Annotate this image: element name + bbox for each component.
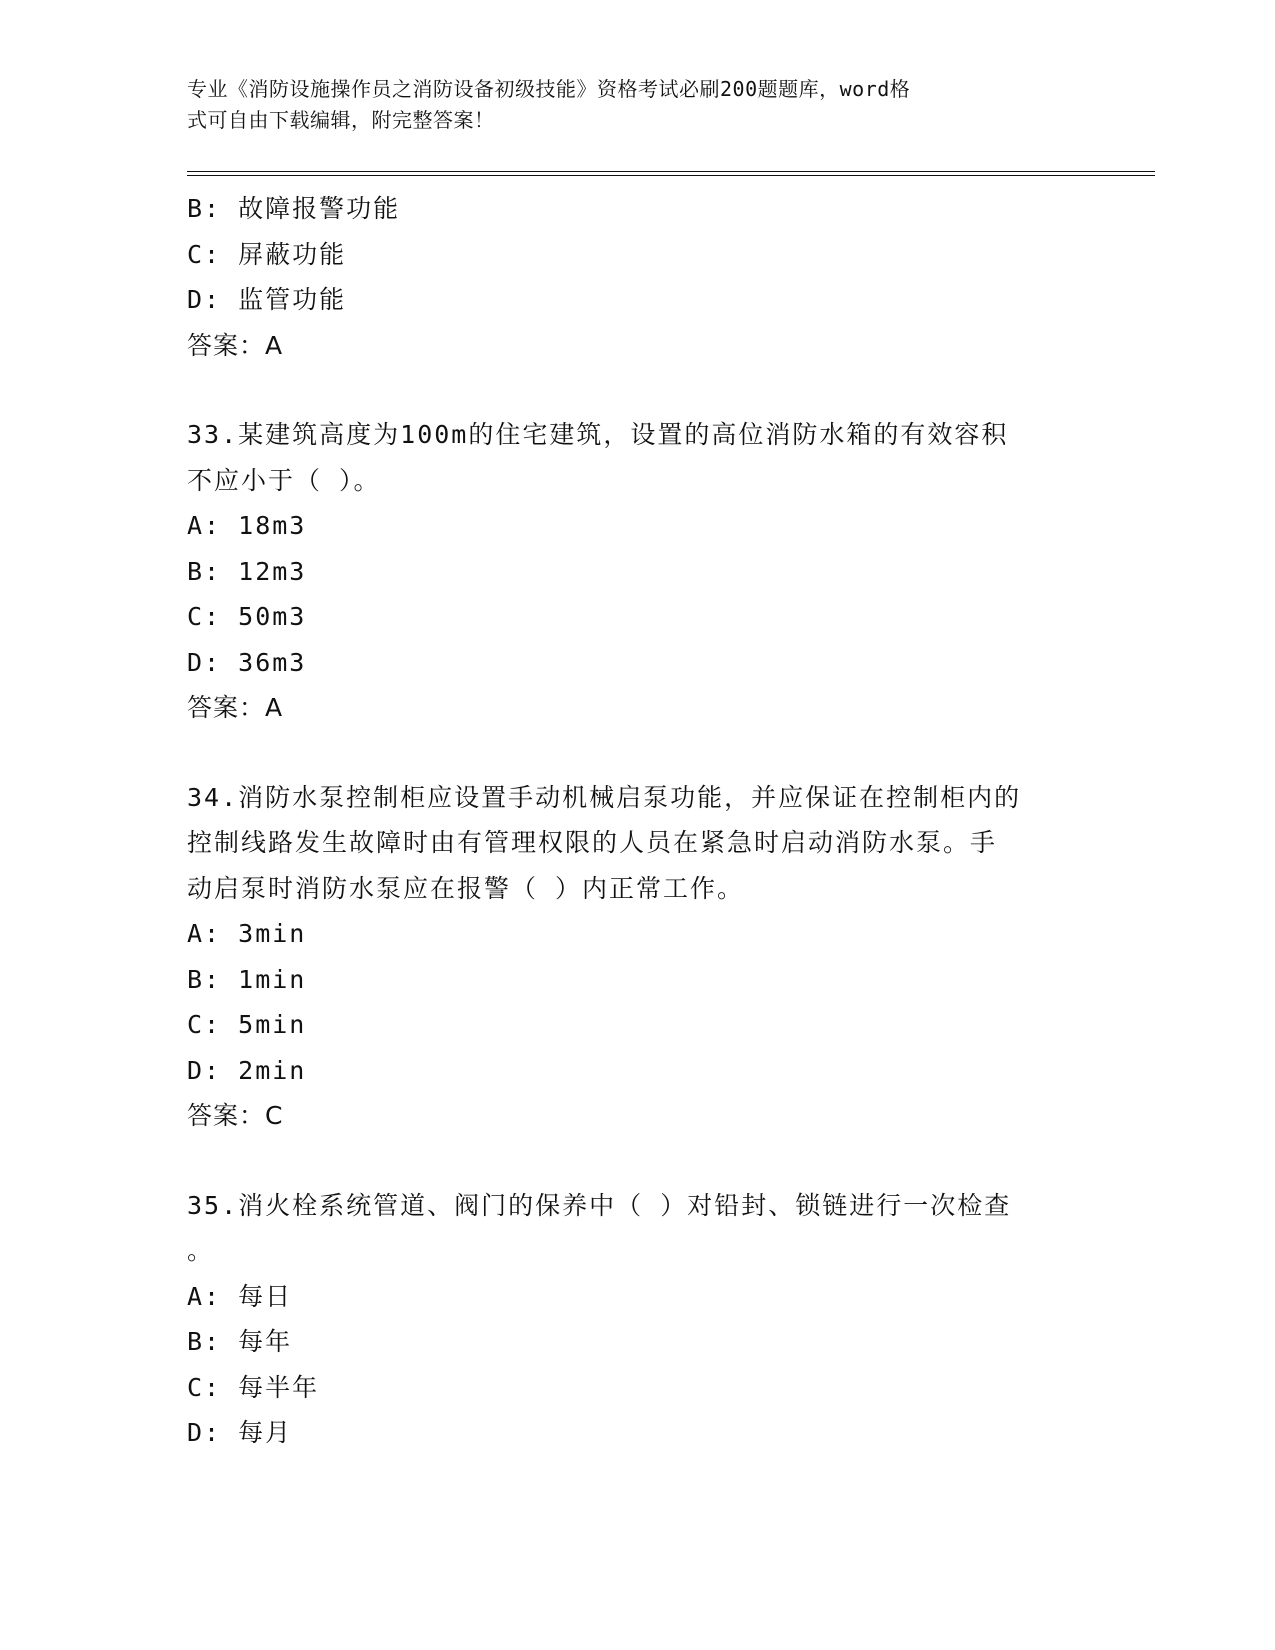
option-c: C: 50m3 — [187, 602, 307, 631]
question-33-text-line-1: 33.某建筑高度为100m的住宅建筑，设置的高位消防水箱的有效容积 — [187, 420, 1009, 449]
header-line-2: 式可自由下载编辑，附完整答案！ — [187, 108, 495, 132]
option-d: D: 监管功能 — [187, 285, 347, 314]
spacer — [187, 368, 1087, 412]
answer-line: 答案：C — [187, 1101, 284, 1130]
header-divider-bottom — [187, 175, 1155, 176]
question-33-block — [187, 412, 1087, 731]
document-header — [187, 74, 1067, 136]
spacer — [187, 731, 1087, 775]
option-a: A: 每日 — [187, 1281, 293, 1311]
answer-line: 答案：A — [187, 693, 284, 722]
prev-question-block — [187, 186, 1087, 368]
question-34-block — [187, 775, 1087, 1139]
option-b: B: 12m3 — [187, 556, 307, 586]
question-33-text-line-2: 不应小于（ ）。 — [187, 465, 381, 495]
option-a: A: 3min — [187, 919, 307, 948]
header-line-1: 专业《消防设施操作员之消防设备初级技能》资格考试必刷200题题库，word格 — [187, 77, 911, 101]
question-35-text-line-2: 。 — [187, 1236, 215, 1265]
option-d: D: 36m3 — [187, 647, 307, 677]
spacer — [187, 1139, 1087, 1183]
question-34-text-line-2: 控制线路发生故障时由有管理权限的人员在紧急时启动消防水泵。手 — [187, 828, 998, 857]
question-35-text-line-1: 35.消火栓系统管道、阀门的保养中（ ）对铅封、锁链进行一次检查 — [187, 1190, 1012, 1220]
option-a: A: 18m3 — [187, 511, 307, 540]
option-b: B: 1min — [187, 964, 307, 994]
option-c: C: 5min — [187, 1010, 307, 1039]
question-35-block — [187, 1183, 1087, 1456]
option-b: B: 每年 — [187, 1327, 293, 1356]
question-list — [187, 186, 1087, 1456]
option-d: D: 每月 — [187, 1418, 293, 1447]
option-c: C: 每半年 — [187, 1372, 320, 1402]
question-34-text-line-1: 34.消防水泵控制柜应设置手动机械启泵功能，并应保证在控制柜内的 — [187, 782, 1022, 812]
header-divider-top — [187, 171, 1155, 172]
question-34-text-line-3: 动启泵时消防水泵应在报警（ ）内正常工作。 — [187, 873, 745, 903]
option-c: C: 屏蔽功能 — [187, 239, 347, 269]
option-b: B: 故障报警功能 — [187, 194, 401, 223]
answer-line: 答案：A — [187, 330, 284, 360]
option-d: D: 2min — [187, 1055, 307, 1085]
